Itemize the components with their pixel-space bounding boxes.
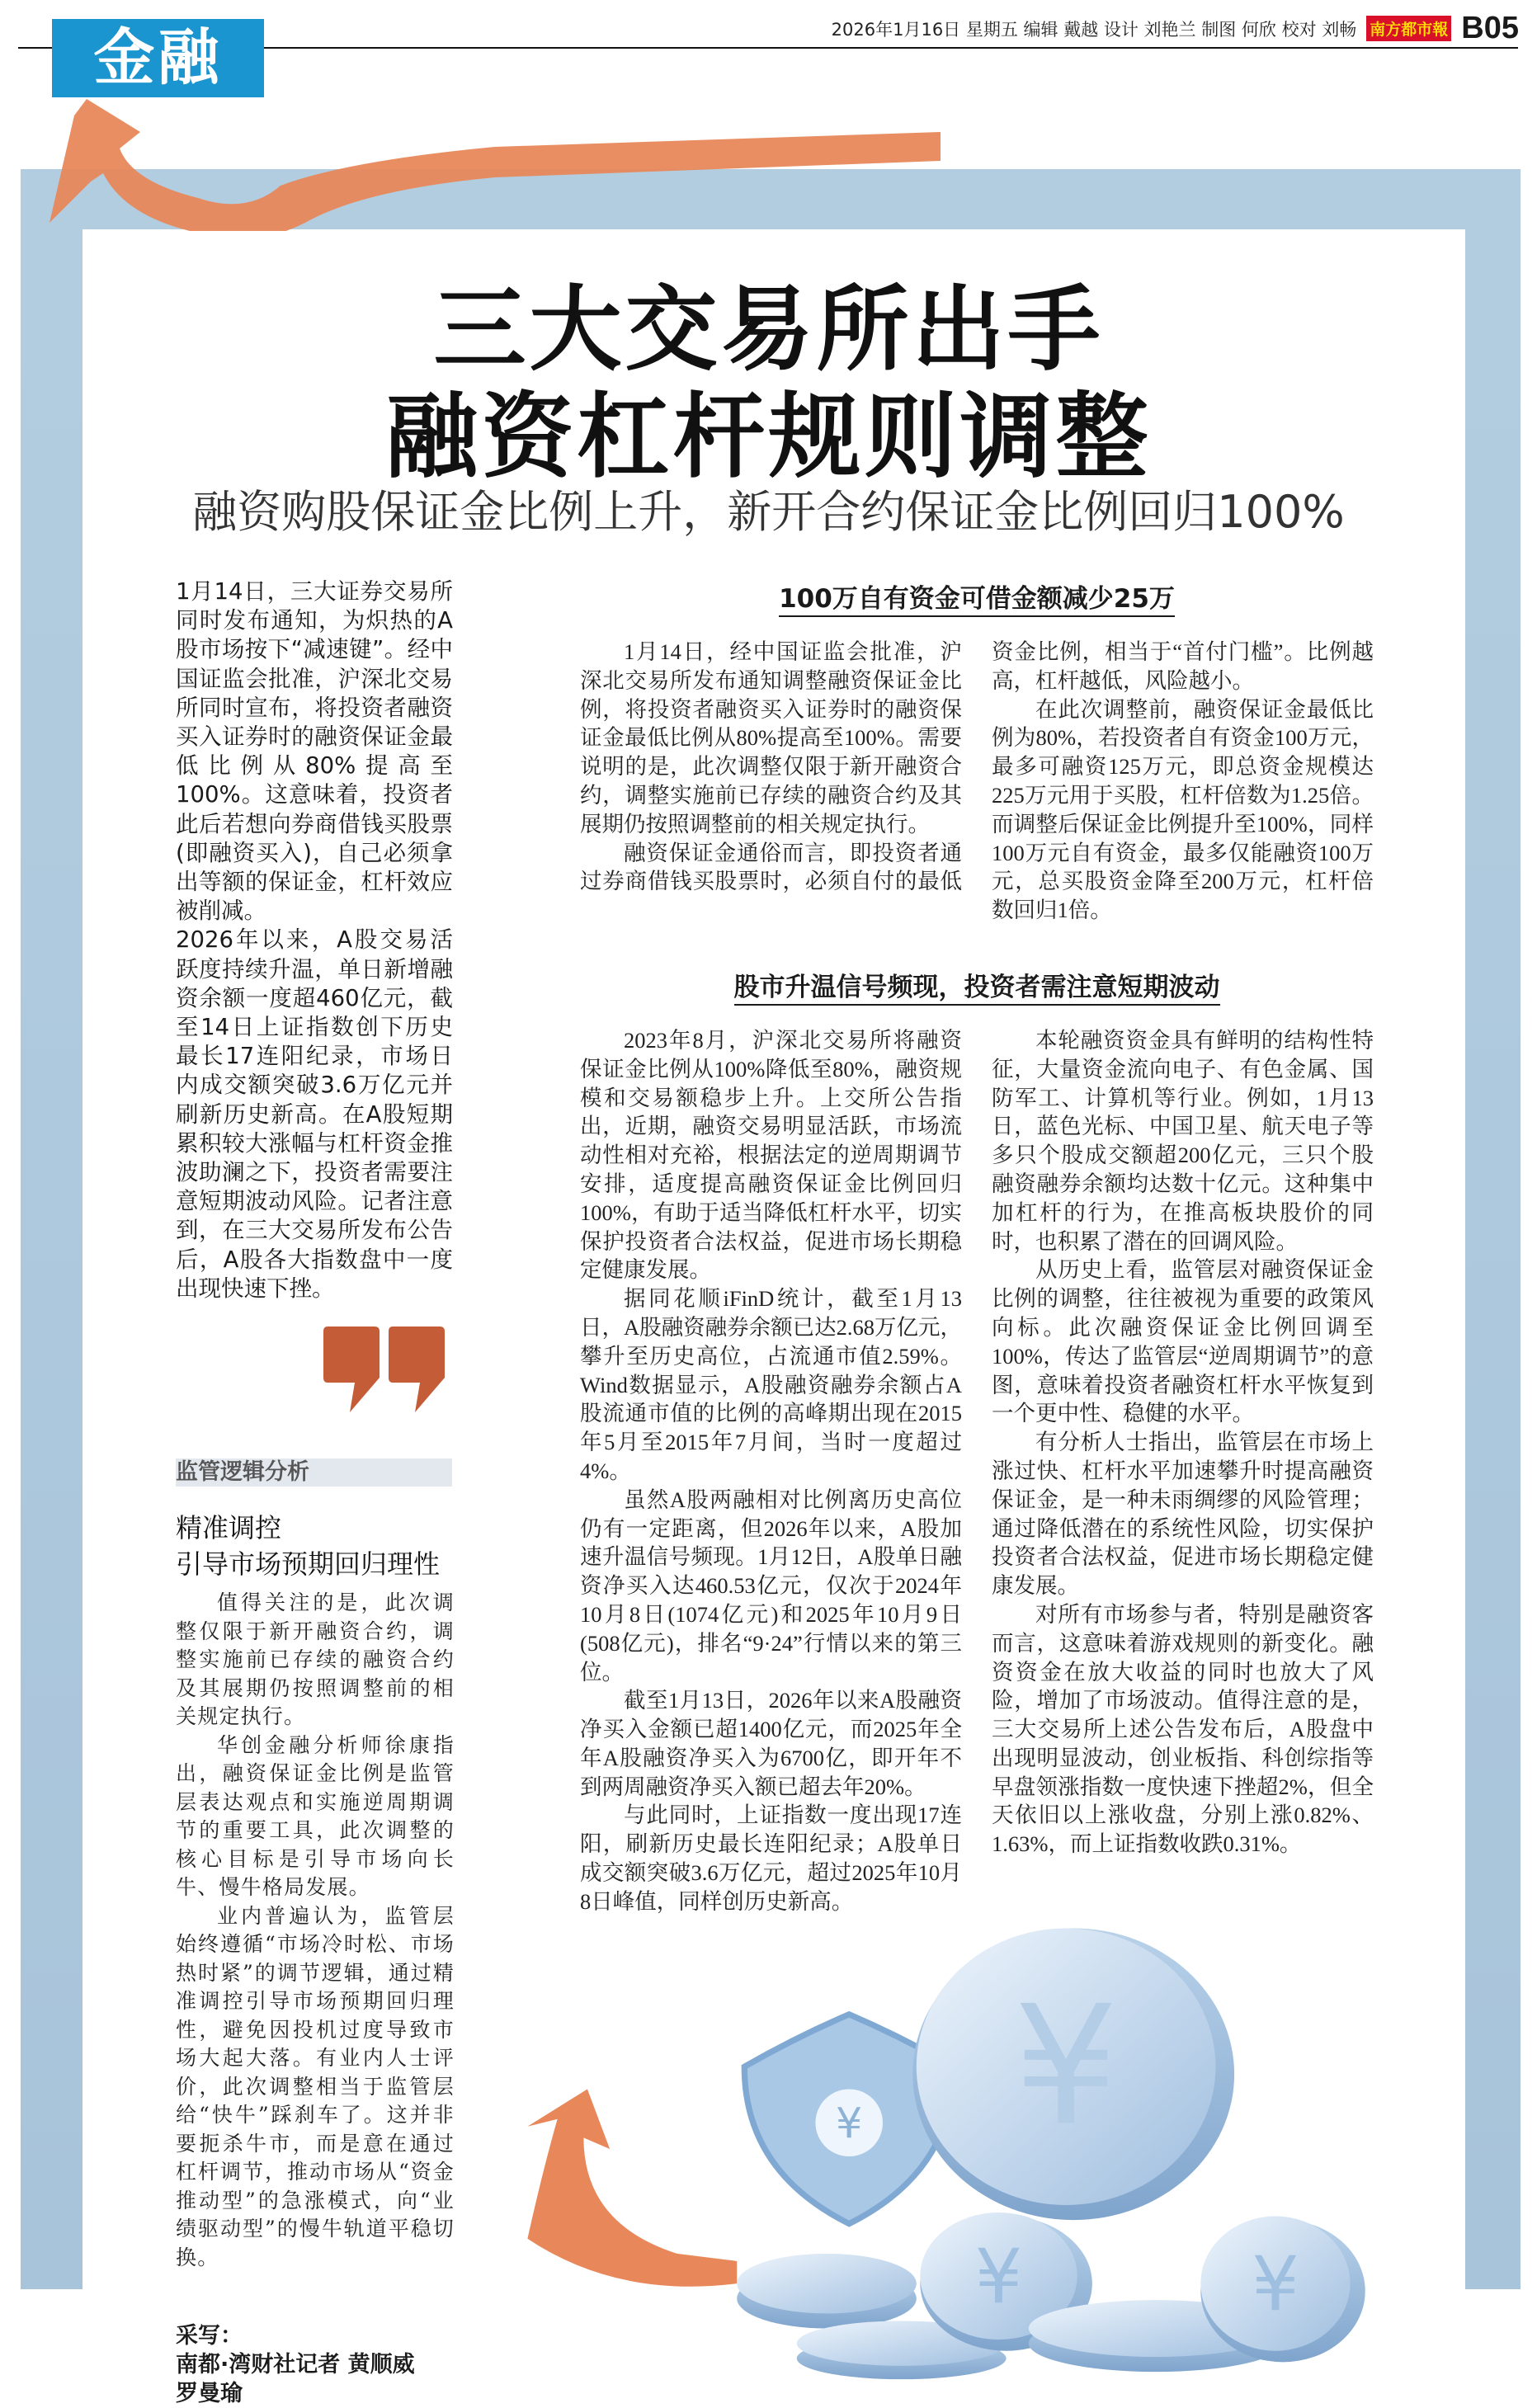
body-paragraph: 本轮融资资金具有鲜明的结构性特征，大量资金流向电子、有色金属、国防军工、计算机等行业。例如，1月13日，蓝色光标、中国卫星、航天电子等多只个股成交额超200亿元，三只个股融资融券余额均达数十亿元。这种集中加杠杆的行为，在推高板块股价的同时，也积累了潜在的回调风险。: [992, 1027, 1374, 1254]
body-paragraph: 融资保证金通俗而言，即投资者通过券商借钱买股票时，必须自付的最低资金比例，相当于“首付门槛”。比例越高，杠杆越低，风险越小。: [580, 639, 1374, 894]
sidebar-paragraph: 华创金融分析师徐康指出，融资保证金比例是监管层表达观点和实施逆周期调节的重要工具，此次调整的核心目标是引导市场向长牛、慢牛格局发展。: [176, 1732, 455, 1900]
lead-text: [176, 577, 453, 1303]
sidebar-paragraph: 值得关注的是，此次调整仅限于新开融资合约，调整实施前已存续的融资合约及其展期仍按照调整前的相关规定执行。: [176, 1590, 455, 1729]
body-paragraph: 对所有市场参与者，特别是融资客而言，这意味着游戏规则的新变化。融资资金在放大收益的同时也放大了风险，增加了市场波动。值得注意的是，三大交易所上述公告发布后，A股盘中出现明显波动，创业板指、科创综指等早盘领涨指数一度快速下挫超2%，但全天依旧以上涨收盘，分别上涨0.82%、1.63%，而上证指数收跌0.31%。: [992, 1601, 1374, 1857]
coins-illustration: [497, 1925, 1380, 2381]
body-paragraph: 截至1月13日，2026年以来A股融资净买入金额已超1400亿元，而2025年全年A股融资净买入为6700亿，即开年不到两周融资净买入额已超去年20%。: [580, 1688, 962, 1799]
headline-line2: 融资杠杆规则调整: [385, 384, 1152, 491]
byline-reporters: 南都·湾财社记者 黄顺威: [176, 2352, 415, 2378]
issue-info: 2026年1月16日 星期五 编辑 戴越 设计 刘艳兰 制图 何欣 校对 刘畅: [831, 20, 1357, 40]
section2-heading-text: 股市升温信号频现，投资者需注意短期波动: [734, 973, 1220, 1006]
yuan-coin-icon: [912, 1928, 1234, 2220]
section-masthead: 金融: [52, 19, 264, 97]
section1-body: [580, 638, 1374, 925]
sidebar-tag: 监管逻辑分析: [176, 1458, 452, 1487]
orange-arrow-icon: [527, 2089, 737, 2286]
left-column: [176, 577, 455, 2408]
section1-heading-text: 100万自有资金可借金额减少25万: [779, 584, 1175, 617]
newspaper-logo: 南方都市報: [1366, 16, 1451, 41]
lead-paragraph: 2026年以来，A股交易活跃度持续升温，单日新增融资余额一度超460亿元，截至14日上证指数创下历史最长17连阳纪录，市场日内成交额突破3.6万亿元并刷新历史新高。在A股短期累积较大涨幅与杠杆资金推波助澜之下，投资者需要注意短期波动风险。记者注意到，在三大交易所发布公告后，A股各大指数盘中一度出现快速下挫。: [176, 926, 453, 1302]
body-paragraph: 1月14日，经中国证监会批准，沪深北交易所发布通知调整融资保证金比例，将投资者融资买入证券时的融资保证金最低比例从80%提高至100%。需要说明的是，此次调整仅限于新开融资合约，调整实施前已存续的融资合约及其展期仍按照调整前的相关规定执行。: [580, 639, 962, 836]
sidebar-paragraph: 业内普遍认为，监管层始终遵循“市场冷时松、市场热时紧”的调节逻辑，通过精准调控引导市场预期回归理性，避免因投机过度导致市场大起大落。有业内人士评价，此次调整相当于监管层给“快牛”踩刹车了。这并非要扼杀牛市，而是意在通过杠杆调节，推动市场从“资金推动型”的急涨模式，向“业绩驱动型”的慢牛轨道平稳切换。: [176, 1903, 455, 2269]
headline-line1: 三大交易所出手: [433, 276, 1104, 384]
body-paragraph: 从历史上看，监管层对融资保证金比例的调整，往往被视为重要的政策风向标。此次融资保证金比例回调至100%，传达了监管层“逆周期调节”的意图，意味着投资者融资杠杆水平恢复到一个更中性、稳健的水平。: [992, 1257, 1374, 1426]
body-paragraph: 2023年8月，沪深北交易所将融资保证金比例从100%降低至80%，融资规模和交易额稳步上升。上交所公告指出，近期，融资交易明显活跃，市场流动性相对充裕，根据法定的逆周期调节安排，适度提高融资保证金比例回归100%，有助于适当降低杠杆水平，切实保护投资者合法权益，促进市场长期稳定健康发展。: [580, 1027, 962, 1283]
closing-quote-icon: [323, 1327, 451, 1413]
svg-text:¥: ¥: [836, 2099, 863, 2148]
byline: [176, 2321, 455, 2408]
section2-heading: [580, 966, 1374, 1003]
sidebar-heading: [176, 1510, 455, 1582]
svg-text:¥: ¥: [1252, 2241, 1299, 2328]
page-header: [832, 12, 1519, 45]
section2-body: [580, 1026, 1374, 1916]
body-paragraph: 在此次调整前，融资保证金最低比例为80%，若投资者自有资金100万元，最多可融资125万元，即总资金规模达225万元用于买股，杠杆倍数为1.25倍。而调整后保证金比例提升至100%，同样100万元自有资金，最多仅能融资100万元，总买股资金降至200万元，杠杆倍数回归1倍。: [992, 696, 1374, 923]
body-paragraph: 虽然A股两融相对比例离历史高位仍有一定距离，但2026年以来，A股加速升温信号频现。1月12日，A股单日融资净买入达460.53亿元，仅次于2024年10月8日(1074亿元)和2025年10月9日(508亿元)，排名“9·24”行情以来的第三位。: [580, 1487, 962, 1685]
page-number: B05: [1461, 11, 1519, 45]
body-paragraph: 有分析人士指出，监管层在市场上涨过快、杠杆水平加速攀升时提高融资保证金，是一种未雨绸缪的风险管理；通过降低潜在的系统性风险，切实保护投资者合法权益，促进市场长期稳定健康发展。: [992, 1430, 1374, 1599]
svg-text:¥: ¥: [974, 2233, 1023, 2321]
byline-reporter: 罗曼瑜: [176, 2381, 243, 2407]
svg-text:¥: ¥: [1013, 1970, 1119, 2162]
sidebar-heading-line2: 引导市场预期回归理性: [176, 1548, 441, 1581]
section1-heading: [580, 577, 1374, 615]
lead-paragraph: 1月14日，三大证券交易所同时发布通知，为炽热的A股市场按下“减速键”。经中国证监会批准，沪深北交易所同时宣布，将投资者融资买入证券时的融资保证金最低比例从80%提高至100%。这意味着，投资者此后若想向券商借钱买股票(即融资买入)，自己必须拿出等额的保证金，杠杆效应被削减。: [176, 578, 453, 925]
right-column: [580, 577, 1374, 2381]
yuan-coin-stack: [737, 2212, 1365, 2379]
subtitle: 融资购股保证金比例上升，新开合约保证金比例回归100%: [192, 486, 1345, 538]
sidebar-heading-line1: 精准调控: [176, 1512, 282, 1544]
sidebar-text: [176, 1589, 455, 2272]
body-paragraph: 与此同时，上证指数一度出现17连阳，刷新历史最长连阳纪录；A股单日成交额突破3.6万亿元，超过2025年10月8日峰值，同样创历史新高。: [580, 1802, 962, 1914]
body-paragraph: 据同花顺iFinD统计，截至1月13日，A股融资融券余额已达2.68万亿元，攀升至历史高位，占流通市值2.59%。Wind数据显示，A股融资融券余额占A股流通市值的比例的高峰期出现在2015年5月至2015年7月间，当时一度超过4%。: [580, 1286, 963, 1483]
byline-label: 采写：: [176, 2323, 243, 2349]
